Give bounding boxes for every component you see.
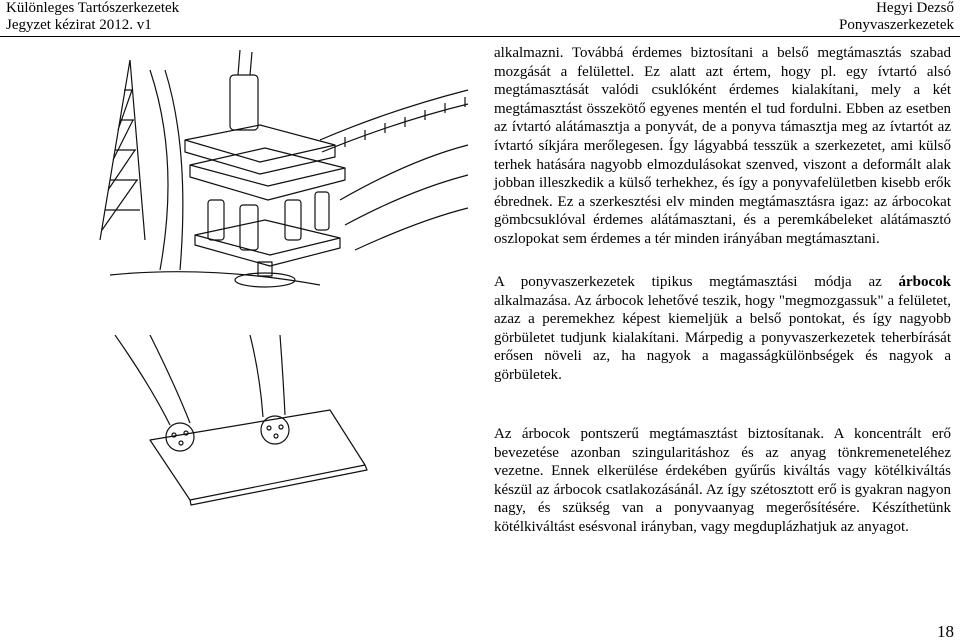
- paragraph-intro: alkalmazni. Továbbá érdemes biztosítani a belső megtámasztás szabad mozgását a felülettel. Ez alatt azt értem, hogy pl. egy ívtartó alsó megtámasztását valódi csuklóként érdemes kialakítani, mely a két megtámasztást összekötő egyenes mentén el tud fordulni. Ebben az esetben az ívtartó alátámasztja a ponyvát, de a ponyva támasztja meg az ívtartót az ívtartó síkjára merőlegesen. Így lágyabbá tesszük a szerkezetet, ami külső terhek hatására nagyobb elmozdulásokat szenved, viszont a deformált alak jobban illeszkedik a külső terhekhez, és így a ponyvafelületben kisebb erők ébrednek. Ez a szerkesztési elv minden megtámasztásra igaz: az árbocokat gömbcsuklóval érdemes alátámasztani, és a peremkábeleket alátámasztó oszlopokat sem érdemes a tér minden irányában megtámasztani.: [494, 45, 951, 247]
- body-column: [494, 44, 951, 249]
- header-left: [6, 0, 179, 34]
- paragraph-text: A ponyvaszerkezetek tipikus megtámasztási módja az: [494, 274, 899, 290]
- header-right: [839, 0, 954, 34]
- body-column: [494, 273, 951, 385]
- course-title: Különleges Tartószerkezetek: [6, 0, 180, 16]
- mast-base-sketch: [90, 40, 470, 290]
- chapter-title: Ponyvaszerkezetek: [839, 17, 954, 33]
- paragraph-masts: [494, 273, 951, 385]
- paragraph-text: alkalmazása. Az árbocok lehetővé teszik, hogy "megmozgassuk" a felületet, azaz a peremekhez képest kiemeljük a belső pontokat, és így nagyobb görbületet tudjunk kialakítani. Márpedig a ponyvaszerkezetek teherbírását erősen növeli az, ha nagyok a magasságkülönbségek és nagyok a görbületek.: [494, 292, 951, 383]
- paragraph-support: Az árbocok pontszerű megtámasztást biztosítanak. A koncentrált erő bevezetése azonban szingularitáshoz és az anyag tönkremeneteléhez vezetne. Ennek elkerülése érdekében gyűrűs kiváltás vagy kötélkiváltás készül az árbocok csatlakozásánál. Az így szétosztott erő is gyakran nagyon nagy, és szükség van a ponyvaanyag megerősítésére. Készíthetünk kötélkiváltást esésvonal irányban, vagy megduplázhatjuk az anyagot.: [494, 426, 951, 535]
- header-divider: [0, 36, 960, 37]
- bold-term: árbocok: [898, 274, 951, 290]
- author-name: Hegyi Dezső: [876, 0, 954, 16]
- document-version: Jegyzet kézirat 2012. v1: [6, 17, 152, 33]
- pole-foot-sketch: [95, 335, 395, 510]
- body-column: [494, 425, 951, 537]
- page-number: 18: [937, 622, 954, 641]
